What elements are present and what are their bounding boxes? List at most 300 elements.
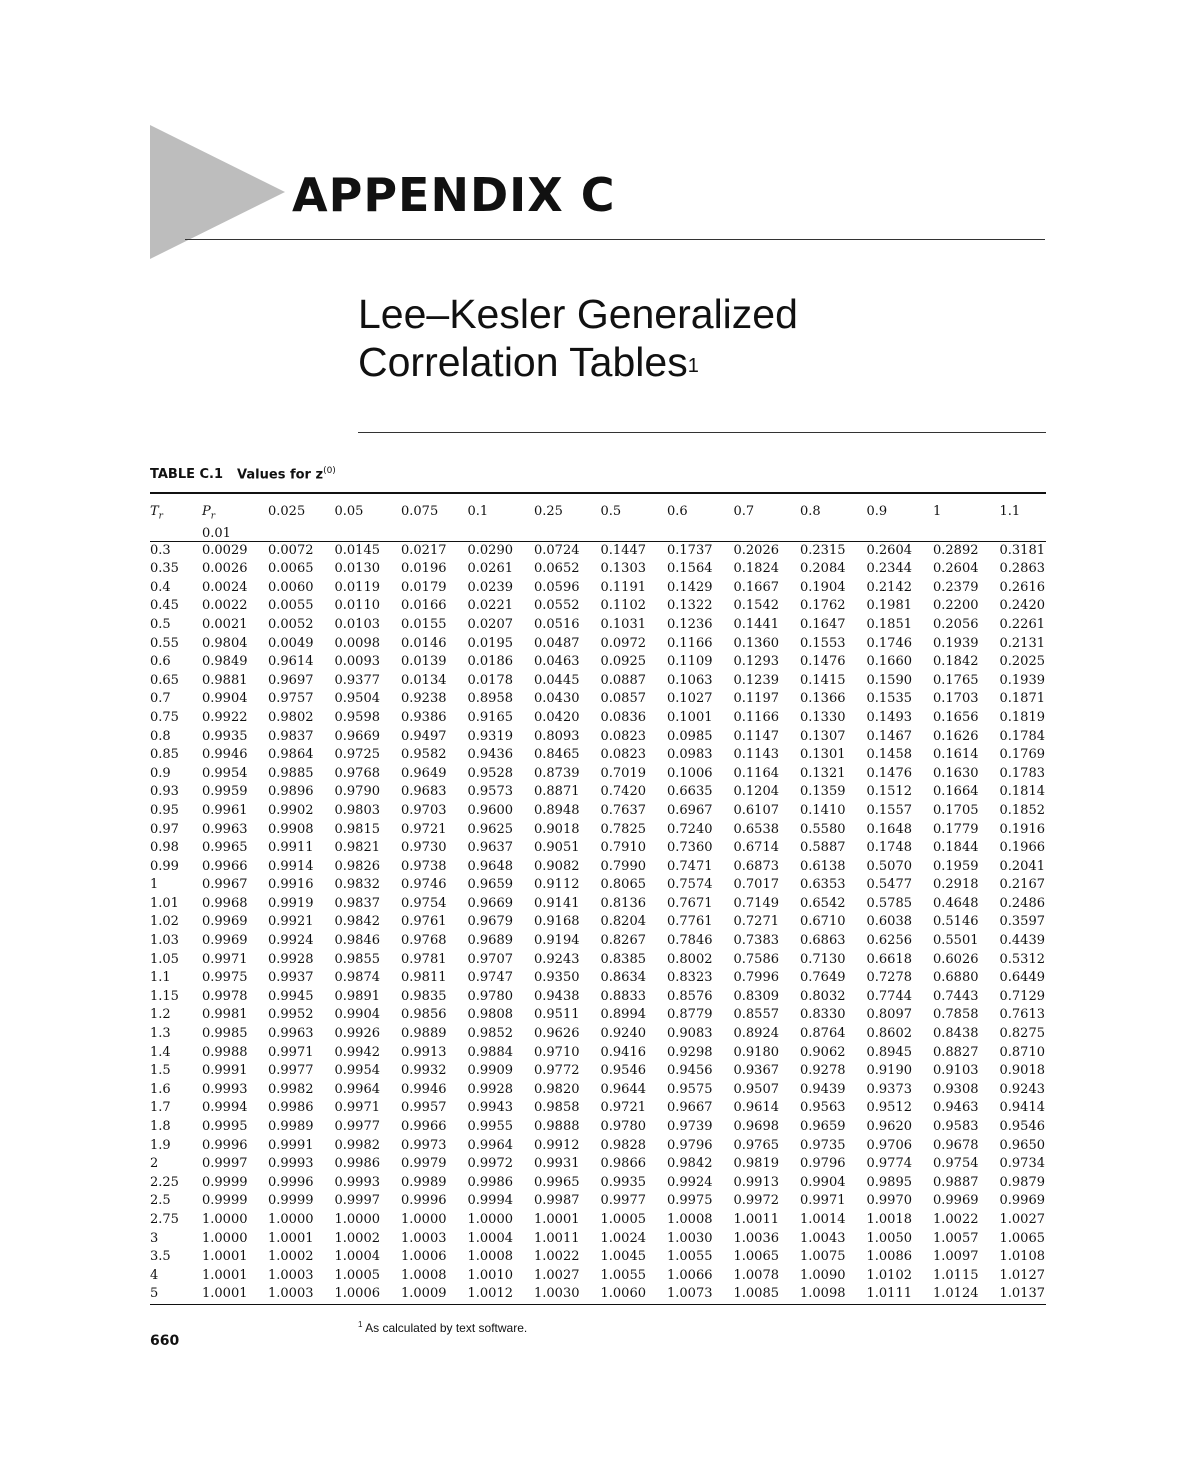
table-cell: 0.7613 [999,1007,1045,1023]
table-row [150,951,1066,970]
table-cell: 0.9243 [534,951,580,967]
table-cell: 0.9735 [800,1137,846,1153]
table-cell: 0.9969 [999,1193,1045,1209]
row-tr-value: 0.55 [150,635,179,651]
table-cell: 0.1063 [667,672,713,688]
table-cell: 0.9888 [534,1119,580,1134]
table-cell: 0.9909 [467,1063,513,1079]
table-cell: 0.0221 [467,598,513,614]
chapter-title-line2-text: Correlation Tables [358,339,688,385]
table-cell: 0.9946 [202,747,248,763]
table-cell: 0.8871 [534,784,580,800]
table-cell: 0.9885 [268,765,314,781]
table-cell: 0.9887 [933,1174,979,1190]
table-cell: 0.6026 [933,951,979,967]
table-cell: 0.9141 [534,895,580,911]
table-cell: 0.9981 [202,1007,248,1023]
table-cell: 0.6863 [800,933,846,949]
row-tr-value: 0.97 [150,821,179,837]
table-cell: 0.0179 [401,579,447,595]
table-cell: 0.0983 [667,747,713,763]
table-cell: 0.9062 [800,1044,846,1060]
table-cell: 0.8438 [933,1026,979,1042]
table-cell: 0.9598 [334,709,380,725]
table-cell: 0.8958 [467,691,513,707]
table-body [150,542,1066,1304]
table-cell: 0.2261 [999,616,1045,632]
table-cell: 0.9436 [467,747,513,763]
table-cell: 0.9919 [268,895,314,911]
table-row [150,1006,1066,1025]
table-cell: 0.9796 [667,1137,713,1153]
table-cell: 1.0001 [202,1267,248,1283]
table-cell: 1.0001 [268,1230,314,1246]
table-cell: 0.2420 [999,598,1045,614]
table-cell: 0.9620 [866,1119,912,1134]
table-cell: 0.5312 [999,951,1045,967]
table-cell: 0.9995 [202,1119,248,1134]
footnote-mark: 1 [358,1320,363,1329]
table-row [150,560,1066,579]
table-cell: 0.1852 [999,802,1045,818]
row-tr-value: 0.3 [150,542,171,558]
table-cell: 1.0006 [334,1286,380,1302]
table-cell: 0.9858 [534,1100,580,1116]
table-cell: 0.6107 [733,802,779,818]
table-row [150,802,1066,821]
row-tr-value: 0.93 [150,784,179,800]
table-cell: 0.1415 [800,672,846,688]
table-cell: 0.9943 [467,1100,513,1116]
table-cell: 1.0055 [600,1267,646,1283]
table-cell: 1.0018 [866,1211,912,1227]
table-cell: 0.9698 [733,1119,779,1134]
table-cell: 0.9721 [600,1100,646,1116]
table-cell: 0.7744 [866,988,912,1004]
table-cell: 0.7471 [667,858,713,874]
table-cell: 1.0066 [667,1267,713,1283]
table-cell: 0.0239 [467,579,513,595]
table-cell: 0.9689 [467,933,513,949]
table-cell: 1.0098 [800,1286,846,1302]
table-cell: 0.2344 [866,561,912,577]
table-cell: 1.0022 [933,1211,979,1227]
table-row [150,1137,1066,1156]
table-cell: 0.2084 [800,561,846,577]
row-tr-value: 1.9 [150,1137,171,1153]
table-cell: 0.9238 [401,691,447,707]
table-cell: 0.9978 [202,988,248,1004]
table-cell: 0.9546 [999,1119,1045,1134]
table-cell: 0.0261 [467,561,513,577]
table-cell: 0.0029 [202,542,248,558]
page-number: 660 [150,1333,180,1349]
table-cell: 0.1330 [800,709,846,725]
table-cell: 1.0057 [933,1230,979,1246]
table-cell: 0.0139 [401,654,447,670]
header-pr-value: 0.6 [667,504,688,519]
table-cell: 0.0925 [600,654,646,670]
table-cell: 0.1667 [733,579,779,595]
table-cell: 0.9866 [600,1156,646,1172]
table-cell: 0.0072 [268,542,314,558]
table-cell: 0.7271 [733,914,779,930]
table-cell: 1.0043 [800,1230,846,1246]
table-cell: 0.0052 [268,616,314,632]
table-cell: 1.0005 [334,1267,380,1283]
row-tr-value: 1.5 [150,1063,171,1079]
table-cell: 0.1844 [933,840,979,856]
table-cell: 0.1630 [933,765,979,781]
header-pr-first-value: 0.01 [202,525,231,541]
table-cell: 0.0652 [534,561,580,577]
table-cell: 0.9018 [999,1063,1045,1079]
table-cell: 0.9896 [268,784,314,800]
table-row [150,597,1066,616]
table-cell: 0.0093 [334,654,380,670]
table-cell: 0.8833 [600,988,646,1004]
table-cell: 0.0166 [401,598,447,614]
table-cell: 1.0002 [268,1249,314,1265]
row-tr-value: 0.4 [150,579,171,595]
table-cell: 0.9971 [334,1100,380,1116]
table-cell: 1.0000 [334,1211,380,1227]
row-tr-value: 0.85 [150,747,179,763]
table-cell: 0.6967 [667,802,713,818]
table-cell: 0.8385 [600,951,646,967]
row-tr-value: 0.6 [150,654,171,670]
table-cell: 0.0130 [334,561,380,577]
row-tr-value: 1.15 [150,988,179,1004]
table-cell: 0.9739 [667,1119,713,1134]
table-cell: 0.9308 [933,1081,979,1097]
table-cell: 0.1769 [999,747,1045,763]
table-cell: 0.2025 [999,654,1045,670]
table-cell: 0.9815 [334,821,380,837]
table-cell: 0.9774 [866,1156,912,1172]
table-cell: 0.9738 [401,858,447,874]
table-cell: 1.0011 [534,1230,580,1246]
chapter-title [358,290,798,386]
table-row [150,1230,1066,1249]
header-rule [185,239,1045,240]
table-row [150,746,1066,765]
table-cell: 1.0065 [733,1249,779,1265]
table-cell: 0.9966 [202,858,248,874]
lee-kesler-table-body [150,542,1066,1304]
table-row [150,969,1066,988]
table-cell: 0.2056 [933,616,979,632]
table-row [150,1099,1066,1118]
table-cell: 0.9573 [467,784,513,800]
table-cell: 0.9546 [600,1063,646,1079]
table-cell: 0.9512 [866,1100,912,1116]
table-cell: 0.1164 [733,765,779,781]
table-cell: 0.9667 [667,1100,713,1116]
table-cell: 0.6138 [800,858,846,874]
table-row [150,895,1066,914]
table-cell: 0.9644 [600,1081,646,1097]
table-cell: 0.9678 [933,1137,979,1153]
table-cell: 0.9994 [202,1100,248,1116]
table-cell: 0.0516 [534,616,580,632]
table-cell: 0.0420 [534,709,580,725]
header-pr-value: 0.7 [733,504,755,519]
table-cell: 0.1006 [667,765,713,781]
table-cell: 0.9975 [202,970,248,986]
table-cell: 0.9996 [401,1193,447,1209]
table-cell: 0.9583 [933,1119,979,1134]
table-cell: 0.9180 [733,1044,779,1060]
header-tr-label: $T_r$ [150,504,163,522]
table-cell: 0.1779 [933,821,979,837]
table-cell: 0.9937 [268,970,314,986]
table-caption-superscript: (0) [323,466,336,476]
row-tr-value: 2 [150,1156,159,1172]
table-cell: 0.9842 [334,914,380,930]
table-cell: 0.7996 [733,970,779,986]
table-row [150,653,1066,672]
table-cell: 0.9996 [202,1137,248,1153]
row-tr-value: 1.8 [150,1119,171,1134]
table-cell: 0.9575 [667,1081,713,1097]
table-cell: 0.2604 [933,561,979,577]
table-cell: 0.9922 [202,709,248,725]
table-cell: 0.9626 [534,1026,580,1042]
table-row [150,913,1066,932]
table-cell: 0.0207 [467,616,513,632]
table-cell: 0.9973 [401,1137,447,1153]
table-cell: 0.1031 [600,616,646,632]
table-cell: 0.2379 [933,579,979,595]
row-tr-value: 0.45 [150,598,179,614]
table-cell: 0.0487 [534,635,580,651]
table-cell: 0.1447 [600,542,646,558]
table-cell: 0.1814 [999,784,1045,800]
table-row [150,579,1066,598]
table-cell: 0.8093 [534,728,580,744]
table-cell: 0.1851 [866,616,912,632]
table-cell: 0.8634 [600,970,646,986]
table-cell: 1.0090 [800,1267,846,1283]
table-cell: 0.9819 [733,1156,779,1172]
table-cell: 0.8945 [866,1044,912,1060]
table-row [150,821,1066,840]
table-cell: 0.0290 [467,542,513,558]
table-cell: 1.0055 [667,1249,713,1265]
table-cell: 0.1102 [600,598,646,614]
table-cell: 0.1429 [667,579,713,595]
table-cell: 1.0050 [866,1230,912,1246]
table-cell: 1.0102 [866,1267,912,1283]
table-row [150,839,1066,858]
table-cell: 0.9734 [999,1156,1045,1172]
table-row [150,616,1066,635]
table-cell: 0.5785 [866,895,912,911]
table-cell: 0.9928 [268,951,314,967]
table-cell: 1.0065 [999,1230,1045,1246]
table-cell: 0.1303 [600,561,646,577]
row-tr-value: 0.65 [150,672,179,688]
row-tr-value: 1.1 [150,970,171,986]
table-cell: 0.1542 [733,598,779,614]
table-cell: 0.8764 [800,1026,846,1042]
table-cell: 0.7360 [667,840,713,856]
table-cell: 0.9997 [202,1156,248,1172]
table-cell: 0.0119 [334,579,380,595]
table-cell: 0.2315 [800,542,846,558]
table-cell: 0.1147 [733,728,779,744]
table-cell: 0.7761 [667,914,713,930]
table-cell: 0.1512 [866,784,912,800]
table-row [150,932,1066,951]
table-row [150,1248,1066,1267]
table-cell: 0.0552 [534,598,580,614]
table-cell: 0.1236 [667,616,713,632]
table-cell: 0.9112 [534,877,580,893]
table-cell: 0.9463 [933,1100,979,1116]
table-cell: 0.1204 [733,784,779,800]
table-bottom-rule [150,1304,1046,1305]
row-tr-value: 1.2 [150,1007,171,1023]
table-cell: 0.9190 [866,1063,912,1079]
table-cell: 0.1322 [667,598,713,614]
table-cell: 0.9884 [467,1044,513,1060]
table-cell: 0.1557 [866,802,912,818]
table-cell: 0.0065 [268,561,314,577]
table-cell: 0.9659 [800,1119,846,1134]
table-cell: 0.8065 [600,877,646,893]
table-cell: 0.8576 [667,988,713,1004]
table-cell: 0.9972 [467,1156,513,1172]
table-cell: 0.9828 [600,1137,646,1153]
table-cell: 0.9835 [401,988,447,1004]
table-cell: 0.1239 [733,672,779,688]
table-row [150,672,1066,691]
table-cell: 0.2142 [866,579,912,595]
table-cell: 1.0000 [268,1211,314,1227]
appendix-label: APPENDIX C [292,168,616,222]
table-cell: 1.0075 [800,1249,846,1265]
table-cell: 0.9842 [667,1156,713,1172]
table-cell: 0.8710 [999,1044,1045,1060]
table-cell: 0.9754 [933,1156,979,1172]
table-cell: 0.9504 [334,691,380,707]
table-cell: 0.1166 [733,709,779,725]
table-cell: 0.9855 [334,951,380,967]
table-cell: 0.0463 [534,654,580,670]
table-cell: 0.9240 [600,1026,646,1042]
table-cell: 1.0001 [202,1286,248,1302]
table-cell: 0.7990 [600,858,646,874]
table-cell: 0.0026 [202,561,248,577]
table-cell: 0.9757 [268,691,314,707]
table-cell: 0.7649 [800,970,846,986]
table-cell: 1.0006 [401,1249,447,1265]
table-cell: 0.0823 [600,728,646,744]
table-cell: 0.9987 [534,1193,580,1209]
table-cell: 0.8323 [667,970,713,986]
table-cell: 0.0021 [202,616,248,632]
table-cell: 0.0049 [268,635,314,651]
table-cell: 0.9991 [268,1137,314,1153]
table-cell: 1.0022 [534,1249,580,1265]
table-cell: 0.9768 [401,933,447,949]
table-row [150,765,1066,784]
table-cell: 1.0137 [999,1286,1045,1302]
lee-kesler-table [150,494,1066,541]
table-cell: 0.9895 [866,1174,912,1190]
table-cell: 0.0022 [202,598,248,614]
table-cell: 0.9669 [334,728,380,744]
table-cell: 0.9985 [202,1026,248,1042]
table-cell: 0.9350 [534,970,580,986]
table-cell: 0.4648 [933,895,979,911]
table-cell: 1.0111 [866,1286,912,1302]
table-cell: 0.9582 [401,747,447,763]
table-cell: 0.7671 [667,895,713,911]
table-cell: 0.9965 [534,1174,580,1190]
row-tr-value: 0.95 [150,802,179,818]
table-cell: 1.0003 [401,1230,447,1246]
table-cell: 0.8330 [800,1007,846,1023]
table-cell: 0.9993 [334,1174,380,1190]
table-cell: 0.9879 [999,1174,1045,1190]
table-cell: 0.0430 [534,691,580,707]
table-cell: 0.9683 [401,784,447,800]
table-cell: 0.7383 [733,933,779,949]
chapter-title-footnote-mark: 1 [687,355,699,377]
table-cell: 0.0972 [600,635,646,651]
table-cell: 0.5477 [866,877,912,893]
table-cell: 0.9416 [600,1044,646,1060]
table-cell: 0.8465 [534,747,580,763]
table-cell: 0.0836 [600,709,646,725]
table-cell: 0.1703 [933,691,979,707]
table-cell: 0.0596 [534,579,580,595]
table-cell: 0.1197 [733,691,779,707]
table-cell: 1.0012 [467,1286,513,1302]
table-row [150,858,1066,877]
table-cell: 0.9955 [467,1119,513,1134]
header-pr-value: 0.025 [268,504,306,519]
header-pr-label: $P_r$ 0.01 [202,494,268,541]
table-cell: 0.8994 [600,1007,646,1023]
table-cell: 1.0127 [999,1267,1045,1283]
table-cell: 0.9659 [467,877,513,893]
table-cell: 0.9964 [467,1137,513,1153]
footnote-text: As calculated by text software. [365,1321,528,1335]
table-caption [150,466,336,482]
table-cell: 0.9957 [401,1100,447,1116]
table-cell: 0.9996 [268,1174,314,1190]
table-cell: 0.8309 [733,988,779,1004]
table-cell: 0.9982 [268,1081,314,1097]
table-cell: 0.0857 [600,691,646,707]
table-cell: 0.1191 [600,579,646,595]
table-cell: 0.1143 [733,747,779,763]
table-cell: 0.0145 [334,542,380,558]
table-cell: 0.9986 [467,1174,513,1190]
table-cell: 0.2131 [999,635,1045,651]
table-cell: 0.7130 [800,951,846,967]
table-cell: 0.9904 [202,691,248,707]
table-cell: 0.9991 [202,1063,248,1079]
table-cell: 0.1564 [667,561,713,577]
table-cell: 0.9852 [467,1026,513,1042]
row-tr-value: 0.35 [150,561,179,577]
table-cell: 0.9710 [534,1044,580,1060]
